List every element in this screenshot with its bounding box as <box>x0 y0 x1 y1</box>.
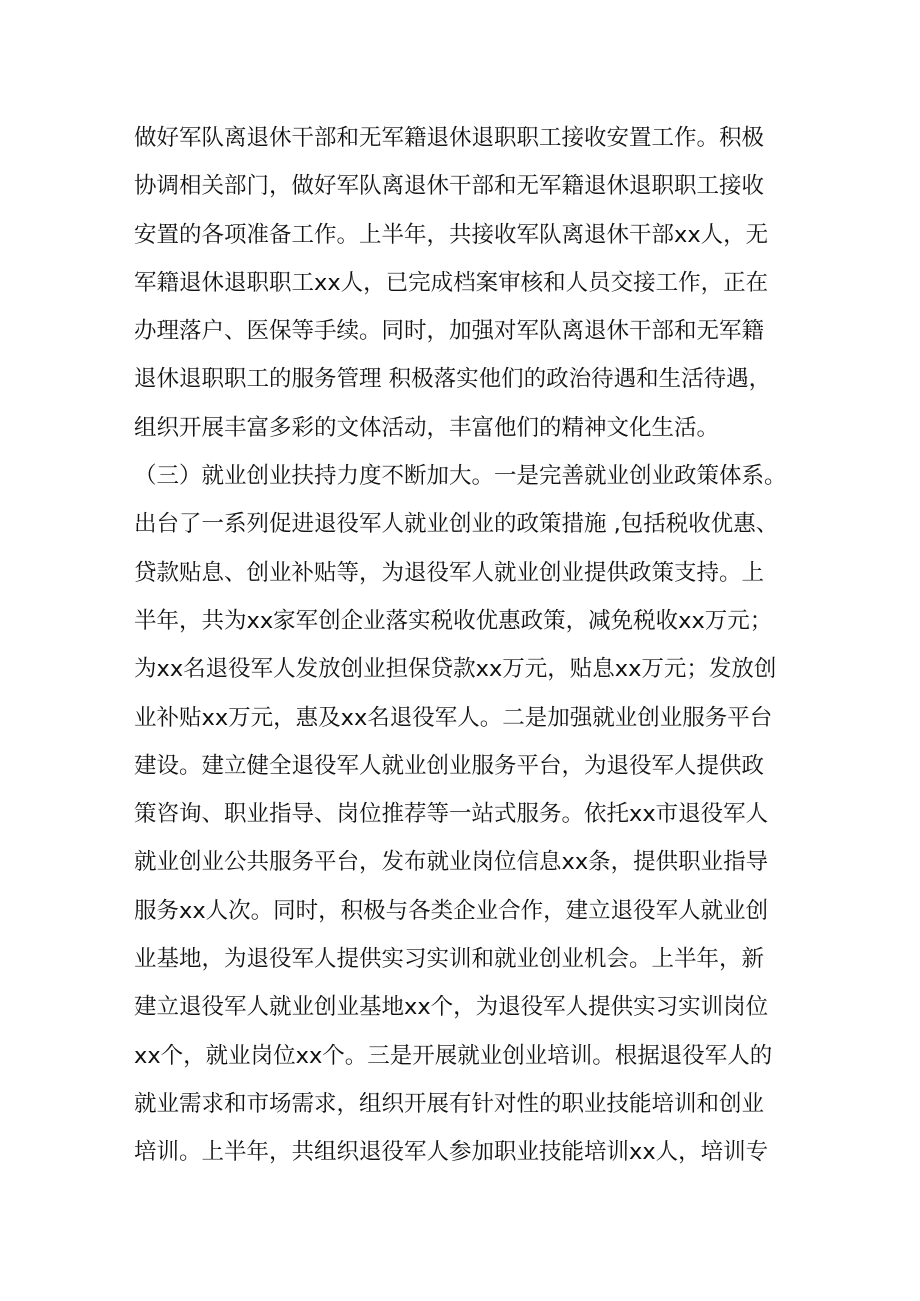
text-line: 建设。建立健全退役军人就业创业服务平台，为退役军人提供政 <box>134 752 765 779</box>
text-line: 组织开展丰富多彩的文体活动，丰富他们的精神文化生活。 <box>134 414 720 441</box>
section-heading-line: （三）就业创业扶持力度不断加大。一是完善就业创业政策体系。 <box>134 463 787 490</box>
text-line: 就业需求和市场需求，组织开展有针对性的职业技能培训和创业 <box>134 1090 765 1117</box>
text-line: 为xx名退役军人发放创业担保贷款xx万元，贴息xx万元；发放创 <box>134 656 777 683</box>
text-line: 业基地，为退役军人提供实习实训和就业创业机会。上半年，新 <box>134 946 765 973</box>
text-line: 贷款贴息、创业补贴等，为退役军人就业创业提供政策支持。上 <box>134 559 765 586</box>
text-line: 半年，共为xx家军创企业落实税收优惠政策，减免税收xx万元； <box>134 607 773 634</box>
text-line: 退休退职职工的服务管理 积极落实他们的政治待遇和生活待遇， <box>134 366 772 393</box>
text-line: 服务xx人次。同时，积极与各类企业合作，建立退役军人就业创 <box>134 897 769 924</box>
text-line: 策咨询、职业指导、岗位推荐等一站式服务。依托xx市退役军人 <box>134 801 769 828</box>
text-line: 安置的各项准备工作。上半年，共接收军队离退休干部xx人，无 <box>134 221 769 248</box>
text-line: 业补贴xx万元，惠及xx名退役军人。二是加强就业创业服务平台 <box>134 704 773 731</box>
text-line: 办理落户、医保等手续。同时，加强对军队离退休干部和无军籍 <box>134 318 765 345</box>
text-line: 协调相关部门，做好军队离退休干部和无军籍退休退职职工接收 <box>134 173 765 200</box>
text-line: 就业创业公共服务平台，发布就业岗位信息xx条，提供职业指导 <box>134 849 769 876</box>
text-line: 出台了一系列促进退役军人就业创业的政策措施 ,包括税收优惠、 <box>134 511 779 538</box>
text-line: 军籍退休退职职工xx人，已完成档案审核和人员交接工作，正在 <box>134 269 769 296</box>
document-body <box>134 114 794 1177</box>
text-line: xx个，就业岗位xx个。三是开展就业创业培训。根据退役军人的 <box>134 1042 773 1069</box>
text-line: 培训。上半年，共组织退役军人参加职业技能培训xx人，培训专 <box>134 1139 769 1166</box>
text-line: 建立退役军人就业创业基地xx个，为退役军人提供实习实训岗位 <box>134 994 769 1021</box>
text-line: 做好军队离退休干部和无军籍退休退职职工接收安置工作。积极 <box>134 125 765 151</box>
